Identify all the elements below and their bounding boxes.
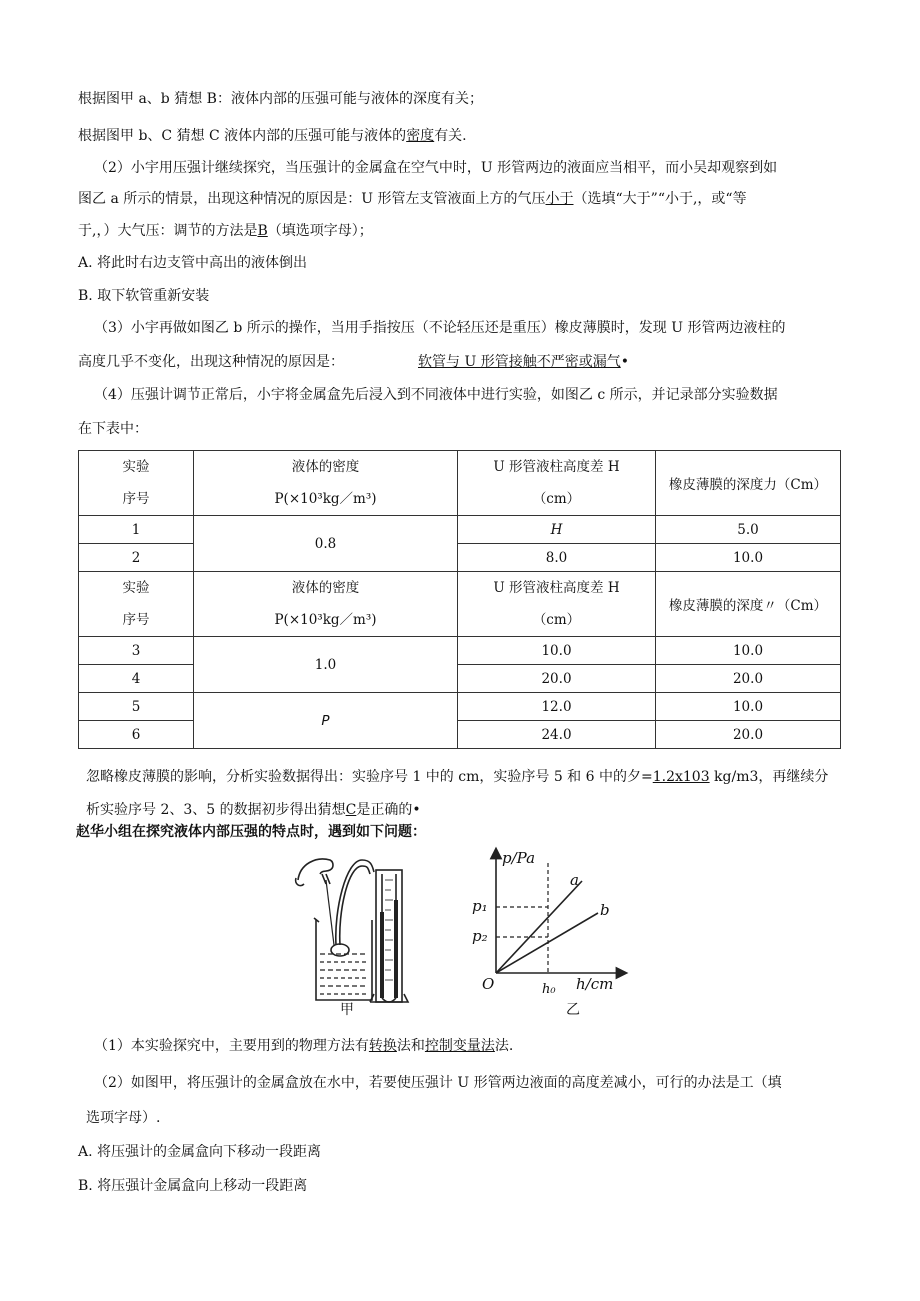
header-no: 实验 序号 — [79, 572, 194, 637]
cell-no: 2 — [79, 544, 194, 572]
cell-no: 5 — [79, 693, 194, 721]
cell-depth: 5.0 — [656, 516, 841, 544]
q2-line-2 — [78, 189, 747, 209]
answer-c: C — [345, 802, 357, 818]
q4-line-1: （4）压强计调节正常后，小宇将金属盒先后浸入到不同液体中进行实验，如图乙 c 所示，并记录部分实验数据 — [94, 387, 778, 403]
part2-option-b: B. 将压强计金属盒向上移动一段距离 — [78, 1178, 308, 1194]
text: 法. — [494, 1038, 514, 1054]
header-density: 液体的密度 P(×10³kg／m³) — [194, 572, 458, 637]
answer-less-than: 小于 — [545, 191, 574, 207]
header-height-diff: U 形管液柱高度差 H （cm） — [458, 451, 656, 516]
text: （填选项字母）； — [267, 223, 373, 239]
q4-line-2: 在下表中： — [78, 421, 148, 437]
answer-leak: 软管与 U 形管接触不严密或漏气 — [418, 354, 621, 370]
text: （1）本实验探究中，主要用到的物理方法有 — [94, 1038, 369, 1054]
text: • — [620, 354, 629, 370]
header-no: 实验 序号 — [79, 451, 194, 516]
figure-label-yi: 乙 — [566, 1002, 580, 1018]
option-a: A. 将此时右边支管中高出的液体倒出 — [78, 255, 308, 271]
text: 法和 — [396, 1038, 425, 1054]
part2-q1 — [94, 1036, 513, 1056]
cell-no: 3 — [79, 637, 194, 665]
part2-intro: 赵华小组在探究液体内部压强的特点时，遇到如下问题： — [76, 824, 426, 840]
line-guess-b: 根据图甲 a、b 猜想 B：液体内部的压强可能与液体的深度有关； — [78, 91, 483, 107]
pressure-graph — [462, 843, 634, 1003]
cell-density: P — [194, 693, 458, 749]
text: 图乙 a 所示的情景，出现这种情况的原因是：U 形管左支管液面上方的气压 — [78, 191, 546, 207]
text: 析实验序号 2、3、5 的数据初步得出猜想 — [86, 802, 346, 818]
text: 是正确的• — [356, 802, 421, 818]
figure-label-jia: 甲 — [340, 1002, 354, 1018]
cell-density: 0.8 — [194, 516, 458, 572]
line-guess-c — [78, 126, 467, 146]
answer-density-value: 1.2x103 — [652, 769, 710, 785]
cell-density: 1.0 — [194, 637, 458, 693]
apparatus-figure — [286, 850, 426, 1030]
header-density: 液体的密度 P(×10³kg／m³) — [194, 451, 458, 516]
answer-density: 密度 — [406, 128, 435, 144]
text: 忽略橡皮薄膜的影响，分析实验数据得出：实验序号 1 中的 cm，实验序号 5 和 6 中的夕= — [86, 769, 653, 785]
p2-label: p₂ — [472, 927, 488, 945]
origin-label: O — [482, 975, 495, 993]
text: 高度几乎不变化，出现这种情况的原因是： — [78, 354, 344, 370]
answer-b: B — [257, 223, 268, 239]
line-a-label: a — [570, 871, 579, 889]
h0-label: h₀ — [542, 982, 556, 997]
q2-line-3 — [78, 221, 373, 241]
cell-height: 8.0 — [458, 544, 656, 572]
data-table-grid — [78, 450, 841, 749]
text: 根据图甲 b、C 猜想 C 液体内部的压强可能与液体的 — [78, 128, 407, 144]
conclusion-line-2 — [86, 800, 421, 820]
cell-depth: 20.0 — [656, 665, 841, 693]
cell-depth: 10.0 — [656, 544, 841, 572]
cell-height: H — [458, 516, 656, 544]
line-b-label: b — [600, 901, 610, 919]
cell-depth: 10.0 — [656, 693, 841, 721]
answer-control-variable: 控制变量法 — [424, 1038, 495, 1054]
line-a — [496, 881, 582, 973]
header-depth-2: 橡皮薄膜的深度〃（Cm） — [656, 572, 841, 637]
cell-no: 1 — [79, 516, 194, 544]
option-b: B. 取下软管重新安装 — [78, 288, 210, 304]
part2-option-a: A. 将压强计的金属盒向下移动一段距离 — [78, 1144, 322, 1160]
conclusion-line-1 — [86, 767, 828, 787]
text: 有关. — [434, 128, 467, 144]
cell-height: 20.0 — [458, 665, 656, 693]
q3-line-2 — [78, 352, 629, 372]
text: 于,，）大气压：调节的方法是 — [78, 223, 258, 239]
part2-q2-line-1: （2）如图甲，将压强计的金属盒放在水中，若要使压强计 U 形管两边液面的高度差减小，可行的办法是工（填 — [94, 1075, 782, 1091]
cell-height: 24.0 — [458, 721, 656, 749]
header-depth: 橡皮薄膜的深度力（Cm） — [656, 451, 841, 516]
answer-conversion: 转换 — [368, 1038, 397, 1054]
text: （选填“大于”“小于,，或“等 — [573, 191, 747, 207]
cell-depth: 10.0 — [656, 637, 841, 665]
cell-height: 12.0 — [458, 693, 656, 721]
y-axis-label: p/Pa — [502, 849, 536, 867]
q2-line-1: （2）小宇用压强计继续探究，当压强计的金属盒在空气中时，U 形管两边的液面应当相平，而小吴却观察到如 — [94, 160, 778, 176]
cell-depth: 20.0 — [656, 721, 841, 749]
header-height-diff: U 形管液柱高度差 H （cm） — [458, 572, 656, 637]
p1-label: p₁ — [472, 897, 488, 915]
text: kg/m3，再继续分 — [709, 769, 829, 785]
x-axis-label: h/cm — [576, 975, 614, 993]
cell-height: 10.0 — [458, 637, 656, 665]
cell-no: 4 — [79, 665, 194, 693]
q3-line-1: （3）小宇再做如图乙 b 所示的操作，当用手指按压（不论轻压还是重压）橡皮薄膜时，发现 U 形管两边液柱的 — [94, 320, 786, 336]
cell-no: 6 — [79, 721, 194, 749]
part2-q2-line-2: 选项字母）. — [86, 1110, 161, 1126]
line-b — [496, 913, 598, 973]
